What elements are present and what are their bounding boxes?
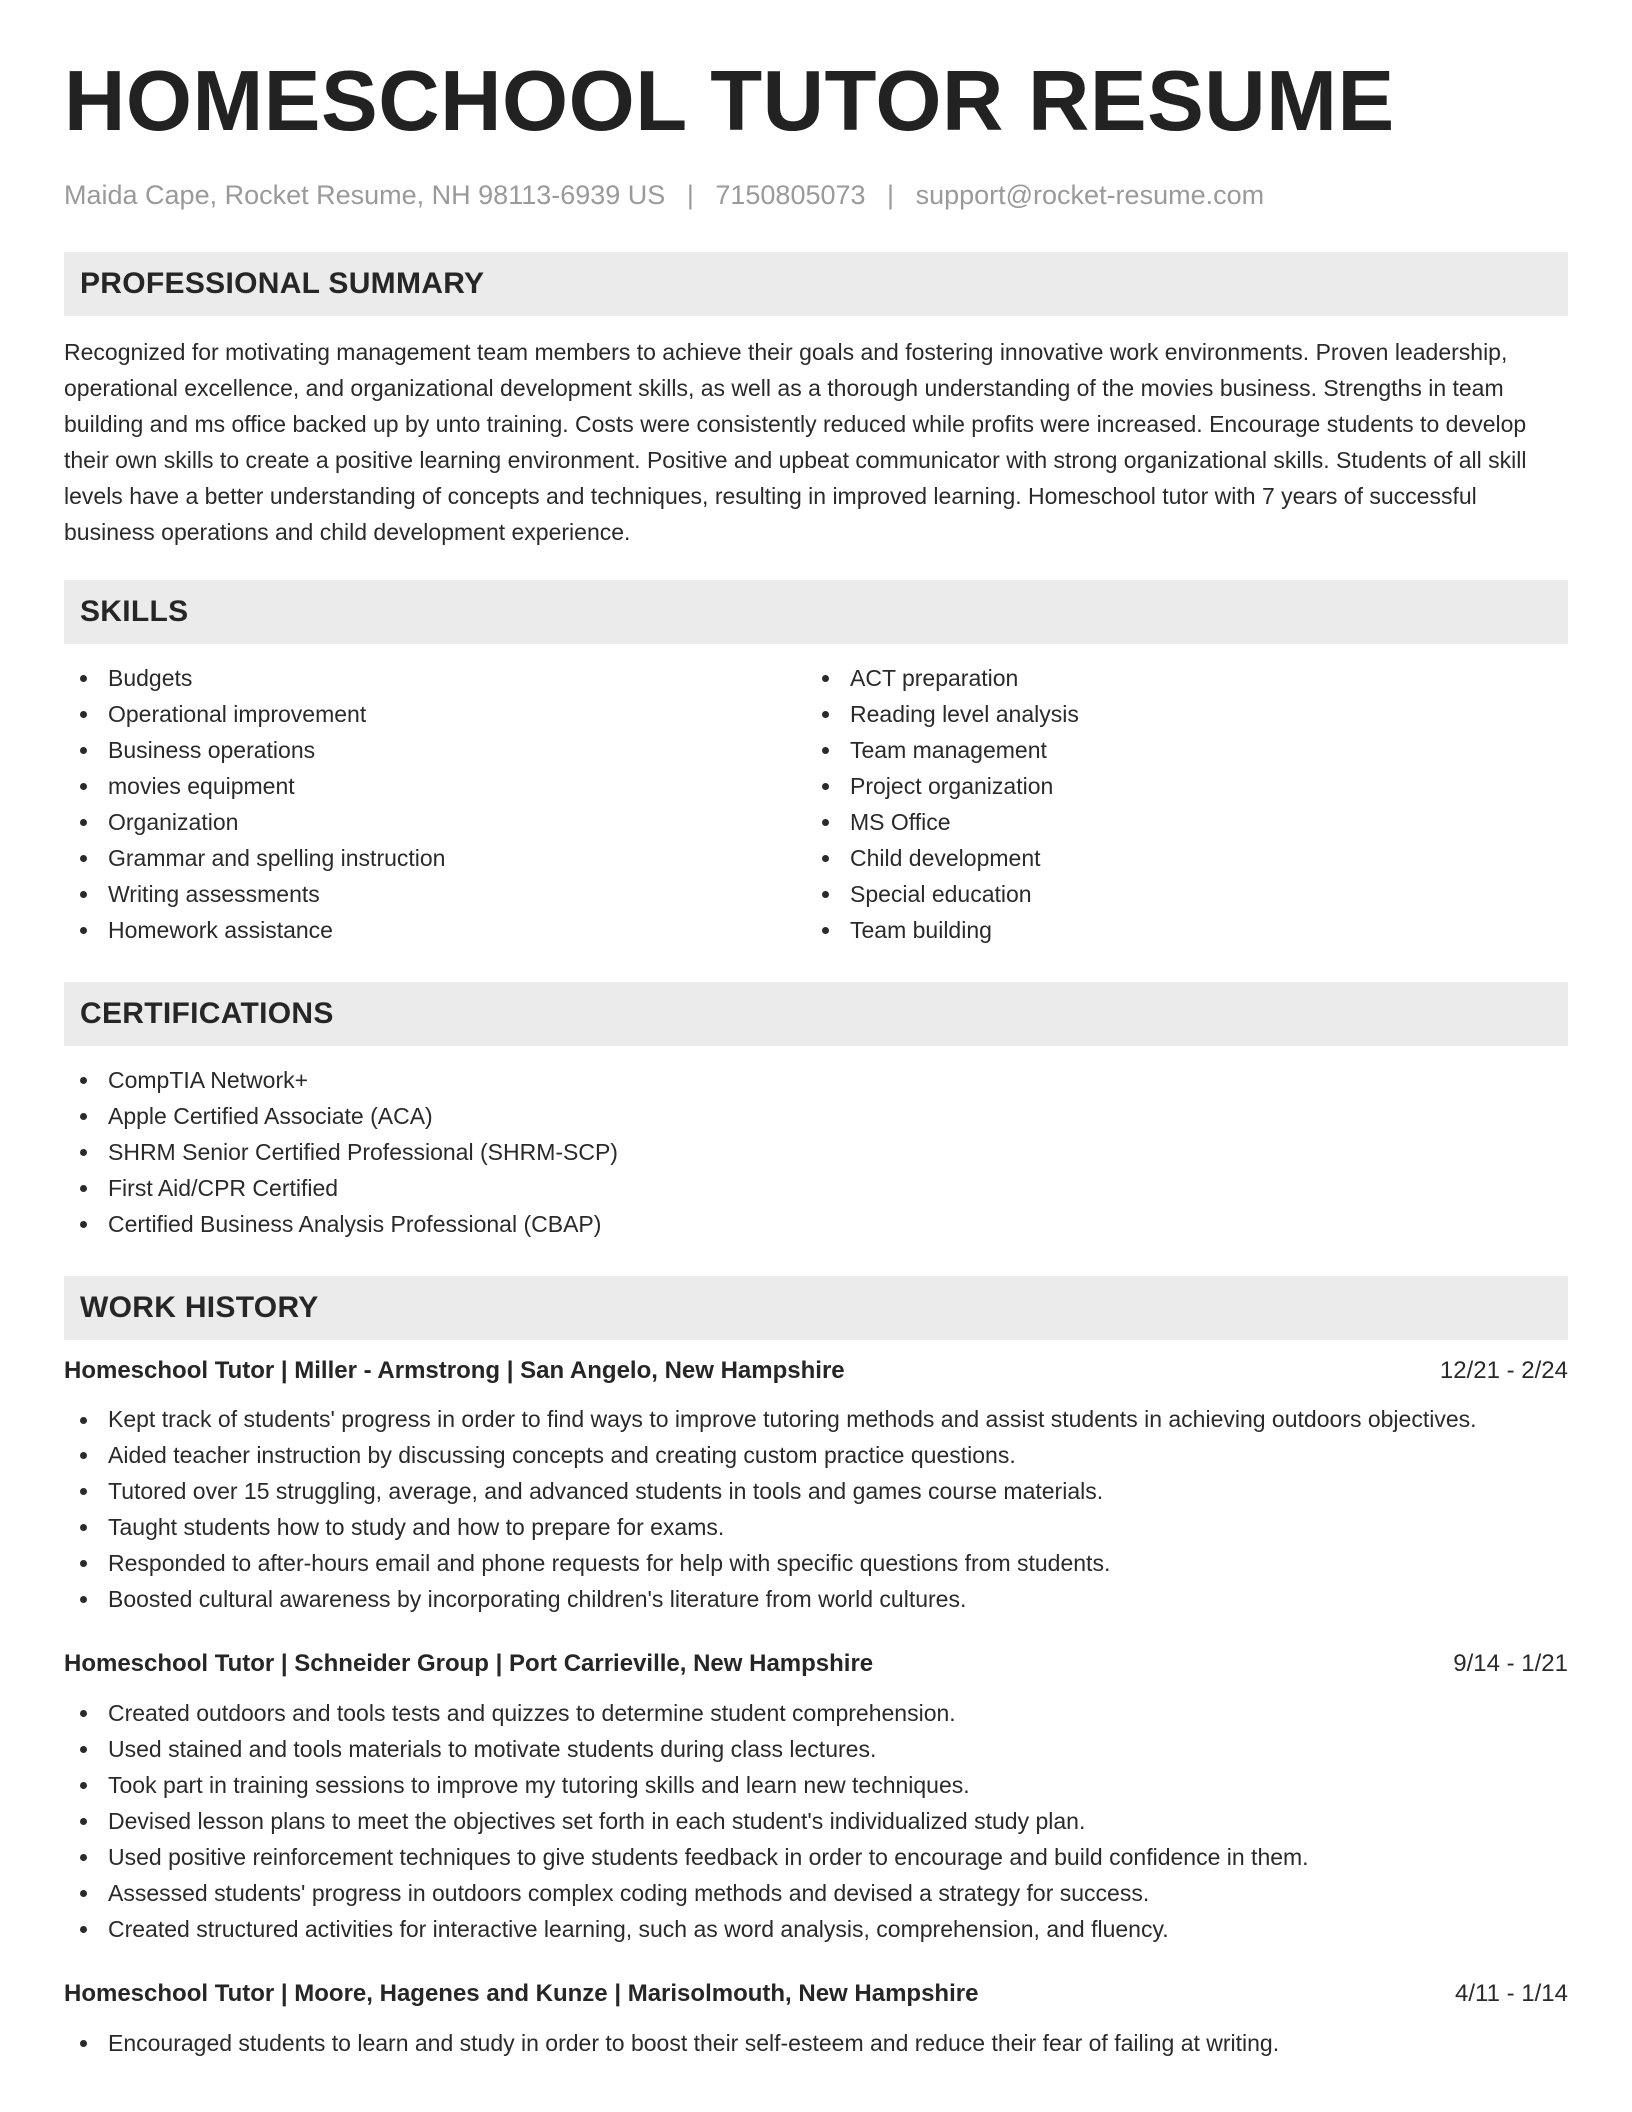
summary-section-header	[64, 252, 1568, 316]
skill-item: Organization	[64, 804, 806, 840]
skills-column-right	[806, 660, 1548, 948]
certification-item: First Aid/CPR Certified	[64, 1170, 1568, 1206]
job-entry	[64, 1354, 1568, 1617]
contact-address: Maida Cape, Rocket Resume, NH 98113-6939 US	[64, 180, 666, 210]
job-header	[64, 1354, 1568, 1388]
certification-item: Certified Business Analysis Professional (CBAP)	[64, 1206, 1568, 1242]
certification-item: CompTIA Network+	[64, 1062, 1568, 1098]
skill-item: ACT preparation	[806, 660, 1548, 696]
job-bullet: Taught students how to study and how to prepare for exams.	[64, 1509, 1568, 1545]
skill-item: Budgets	[64, 660, 806, 696]
skill-item: Team management	[806, 732, 1548, 768]
job-bullet: Created outdoors and tools tests and quizzes to determine student comprehension.	[64, 1695, 1568, 1731]
job-dates: 12/21 - 2/24	[1439, 1357, 1568, 1384]
certifications-heading: CERTIFICATIONS	[80, 997, 334, 1030]
job-bullet: Used positive reinforcement techniques to give students feedback in order to encourage and build confidence in them.	[64, 1839, 1568, 1875]
skill-item: Grammar and spelling instruction	[64, 840, 806, 876]
skill-item: Writing assessments	[64, 876, 806, 912]
contact-email: support@rocket-resume.com	[915, 180, 1265, 210]
job-dates: 9/14 - 1/21	[1453, 1650, 1568, 1677]
certifications-section-header	[64, 982, 1568, 1046]
summary-heading: PROFESSIONAL SUMMARY	[80, 267, 485, 300]
job-bullet: Aided teacher instruction by discussing concepts and creating custom practice questions.	[64, 1437, 1568, 1473]
job-title: Homeschool Tutor | Miller - Armstrong | San Angelo, New Hampshire	[64, 1357, 845, 1384]
skills-grid	[64, 660, 1568, 948]
work-history-section-header	[64, 1276, 1568, 1340]
resume-title: HOMESCHOOL TUTOR RESUME	[64, 54, 1395, 149]
job-bullet: Devised lesson plans to meet the objectives set forth in each student's individualized study plan.	[64, 1803, 1568, 1839]
skill-item: MS Office	[806, 804, 1548, 840]
certification-item: Apple Certified Associate (ACA)	[64, 1098, 1568, 1134]
job-bullet: Assessed students' progress in outdoors complex coding methods and devised a strategy for success.	[64, 1875, 1568, 1911]
skill-item: Project organization	[806, 768, 1548, 804]
job-bullet: Boosted cultural awareness by incorporating children's literature from world cultures.	[64, 1581, 1568, 1617]
summary-text: Recognized for motivating management team members to achieve their goals and fostering innovative work environments. Proven leadership, operational excellence, and organizational development skills, as well as a thorough understanding of the movies business. Strengths in team building and ms office backed up by unto training. Costs were consistently reduced while profits were increased. Encourage students to develop their own skills to create a positive learning environment. Positive and upbeat communicator with strong organizational skills. Students of all skill levels have a better understanding of concepts and techniques, resulting in improved learning. Homeschool tutor with 7 years of successful business operations and child development experience.	[64, 339, 1527, 545]
skill-item: Reading level analysis	[806, 696, 1548, 732]
job-dates: 4/11 - 1/14	[1455, 1980, 1568, 2007]
job-bullet: Created structured activities for interactive learning, such as word analysis, comprehension, and fluency.	[64, 1911, 1568, 1947]
certifications-list	[64, 1062, 1568, 1242]
job-bullet: Responded to after-hours email and phone requests for help with specific questions from students.	[64, 1545, 1568, 1581]
job-bullet: Kept track of students' progress in order to find ways to improve tutoring methods and assist students in achieving outdoors objectives.	[64, 1402, 1568, 1437]
skill-item: movies equipment	[64, 768, 806, 804]
skills-column-left	[64, 660, 806, 948]
job-bullet: Tutored over 15 struggling, average, and advanced students in tools and games course materials.	[64, 1473, 1568, 1509]
job-bullet: Used stained and tools materials to motivate students during class lectures.	[64, 1731, 1568, 1767]
job-entry	[64, 1647, 1568, 1947]
skill-item: Team building	[806, 912, 1548, 948]
skills-heading: SKILLS	[80, 595, 189, 628]
job-bullet: Took part in training sessions to improve my tutoring skills and learn new techniques.	[64, 1767, 1568, 1803]
job-entry	[64, 1977, 1568, 2061]
skill-item: Homework assistance	[64, 912, 806, 948]
work-history-heading: WORK HISTORY	[80, 1291, 319, 1324]
skills-section-header	[64, 580, 1568, 644]
skill-item: Business operations	[64, 732, 806, 768]
contact-phone: 7150805073	[715, 180, 866, 210]
job-bullet: Encouraged students to learn and study in order to boost their self-esteem and reduce their fear of failing at writing.	[64, 2025, 1568, 2061]
certification-item: SHRM Senior Certified Professional (SHRM-SCP)	[64, 1134, 1568, 1170]
job-title: Homeschool Tutor | Moore, Hagenes and Kunze | Marisolmouth, New Hampshire	[64, 1980, 979, 2007]
contact-separator: |	[686, 180, 694, 210]
job-header	[64, 1647, 1568, 1681]
contact-separator: |	[887, 180, 895, 210]
skill-item: Operational improvement	[64, 696, 806, 732]
job-title: Homeschool Tutor | Schneider Group | Port Carrieville, New Hampshire	[64, 1650, 874, 1677]
contact-line	[64, 178, 1568, 212]
job-header	[64, 1977, 1568, 2011]
skill-item: Child development	[806, 840, 1548, 876]
skill-item: Special education	[806, 876, 1548, 912]
